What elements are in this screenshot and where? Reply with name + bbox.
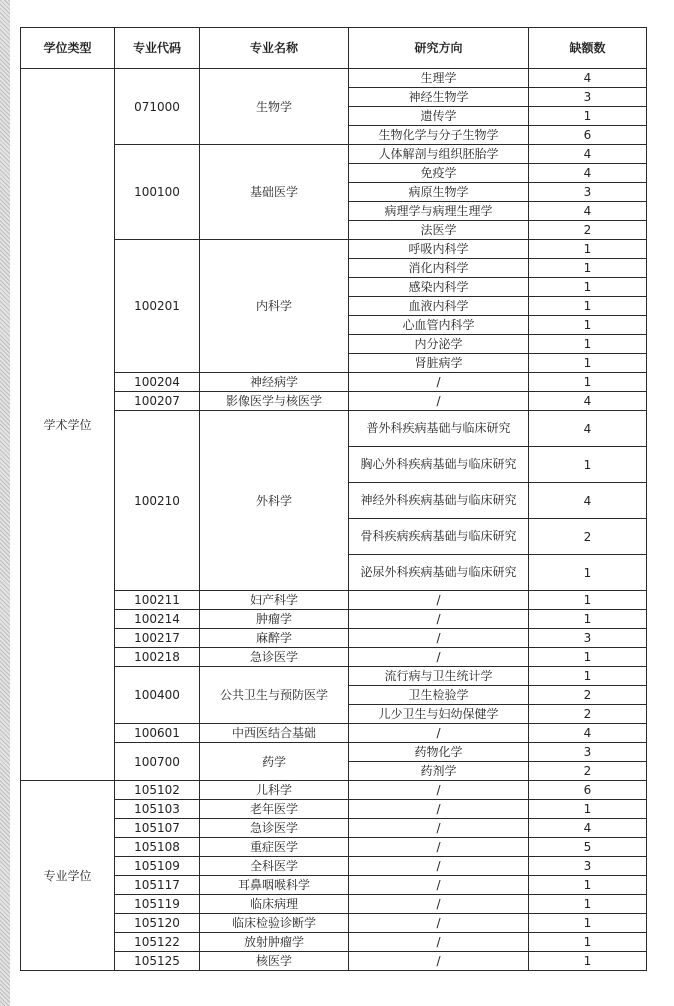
vacancy-count-cell: 3	[529, 88, 647, 107]
research-direction-cell: /	[349, 857, 529, 876]
vacancy-count-cell: 2	[529, 705, 647, 724]
vacancy-count-cell: 1	[529, 278, 647, 297]
research-direction-cell: 神经外科疾病基础与临床研究	[349, 483, 529, 519]
table-row	[21, 667, 647, 686]
research-direction-cell: /	[349, 591, 529, 610]
major-name-cell: 临床检验诊断学	[200, 914, 349, 933]
vacancy-count-cell: 4	[529, 724, 647, 743]
major-name-cell: 全科医学	[200, 857, 349, 876]
header-research-direction: 研究方向	[349, 28, 529, 69]
vacancy-count-cell: 1	[529, 667, 647, 686]
major-name-cell: 妇产科学	[200, 591, 349, 610]
research-direction-cell: 骨科疾病疾病基础与临床研究	[349, 519, 529, 555]
table-row	[21, 895, 647, 914]
table-row	[21, 591, 647, 610]
research-direction-cell: 药物化学	[349, 743, 529, 762]
vacancy-count-cell: 3	[529, 857, 647, 876]
table-row	[21, 373, 647, 392]
table-row	[21, 743, 647, 762]
research-direction-cell: 内分泌学	[349, 335, 529, 354]
major-name-cell: 生物学	[200, 69, 349, 145]
major-code-cell: 100207	[115, 392, 200, 411]
major-name-cell: 核医学	[200, 952, 349, 971]
major-name-cell: 影像医学与核医学	[200, 392, 349, 411]
table-row	[21, 876, 647, 895]
major-name-cell: 麻醉学	[200, 629, 349, 648]
vacancy-count-cell: 3	[529, 183, 647, 202]
vacancy-count-cell: 6	[529, 126, 647, 145]
research-direction-cell: /	[349, 933, 529, 952]
vacancy-count-cell: 3	[529, 743, 647, 762]
research-direction-cell: /	[349, 781, 529, 800]
research-direction-cell: /	[349, 373, 529, 392]
major-code-cell: 105122	[115, 933, 200, 952]
vacancy-count-cell: 1	[529, 107, 647, 126]
vacancy-count-cell: 1	[529, 555, 647, 591]
research-direction-cell: /	[349, 648, 529, 667]
major-code-cell: 105109	[115, 857, 200, 876]
research-direction-cell: /	[349, 876, 529, 895]
vacancy-count-cell: 1	[529, 895, 647, 914]
research-direction-cell: /	[349, 629, 529, 648]
research-direction-cell: 心血管内科学	[349, 316, 529, 335]
research-direction-cell: 病原生物学	[349, 183, 529, 202]
research-direction-cell: 呼吸内科学	[349, 240, 529, 259]
table-row	[21, 781, 647, 800]
major-name-cell: 老年医学	[200, 800, 349, 819]
table-row	[21, 411, 647, 447]
vacancy-count-cell: 1	[529, 373, 647, 392]
major-name-cell: 内科学	[200, 240, 349, 373]
research-direction-cell: 消化内科学	[349, 259, 529, 278]
vacancy-count-cell: 1	[529, 316, 647, 335]
vacancy-count-cell: 1	[529, 354, 647, 373]
major-code-cell: 100217	[115, 629, 200, 648]
major-code-cell: 100204	[115, 373, 200, 392]
table-header-row	[21, 28, 647, 69]
table-row	[21, 392, 647, 411]
research-direction-cell: 流行病与卫生统计学	[349, 667, 529, 686]
major-code-cell: 071000	[115, 69, 200, 145]
research-direction-cell: /	[349, 724, 529, 743]
research-direction-cell: 遗传学	[349, 107, 529, 126]
major-code-cell: 105108	[115, 838, 200, 857]
table-row	[21, 610, 647, 629]
table-body	[21, 69, 647, 971]
vacancy-count-cell: 1	[529, 447, 647, 483]
research-direction-cell: 血液内科学	[349, 297, 529, 316]
major-name-cell: 放射肿瘤学	[200, 933, 349, 952]
research-direction-cell: 人体解剖与组织胚胎学	[349, 145, 529, 164]
header-major-name: 专业名称	[200, 28, 349, 69]
vacancy-count-cell: 2	[529, 686, 647, 705]
vacancy-count-cell: 1	[529, 259, 647, 278]
vacancy-count-cell: 1	[529, 591, 647, 610]
research-direction-cell: 卫生检验学	[349, 686, 529, 705]
vacancy-count-cell: 4	[529, 819, 647, 838]
research-direction-cell: 免疫学	[349, 164, 529, 183]
table-row	[21, 69, 647, 88]
vacancy-count-cell: 4	[529, 483, 647, 519]
major-code-cell: 100218	[115, 648, 200, 667]
vacancy-count-cell: 5	[529, 838, 647, 857]
vacancy-count-cell: 1	[529, 297, 647, 316]
major-code-cell: 105117	[115, 876, 200, 895]
vacancy-count-cell: 1	[529, 952, 647, 971]
research-direction-cell: 生理学	[349, 69, 529, 88]
vacancy-count-cell: 4	[529, 202, 647, 221]
major-code-cell: 105107	[115, 819, 200, 838]
degree-type-cell: 学术学位	[21, 69, 115, 781]
vacancy-table	[20, 27, 647, 971]
major-code-cell: 105125	[115, 952, 200, 971]
major-code-cell: 105119	[115, 895, 200, 914]
vacancy-count-cell: 1	[529, 648, 647, 667]
major-code-cell: 100210	[115, 411, 200, 591]
major-name-cell: 基础医学	[200, 145, 349, 240]
vacancy-count-cell: 1	[529, 240, 647, 259]
research-direction-cell: /	[349, 895, 529, 914]
vacancy-count-cell: 1	[529, 610, 647, 629]
vacancy-count-cell: 6	[529, 781, 647, 800]
vacancy-count-cell: 2	[529, 762, 647, 781]
table-row	[21, 240, 647, 259]
research-direction-cell: 泌尿外科疾病基础与临床研究	[349, 555, 529, 591]
research-direction-cell: /	[349, 914, 529, 933]
research-direction-cell: 生物化学与分子生物学	[349, 126, 529, 145]
research-direction-cell: 神经生物学	[349, 88, 529, 107]
research-direction-cell: 感染内科学	[349, 278, 529, 297]
table-row	[21, 838, 647, 857]
research-direction-cell: /	[349, 610, 529, 629]
research-direction-cell: /	[349, 392, 529, 411]
vacancy-count-cell: 1	[529, 914, 647, 933]
research-direction-cell: /	[349, 838, 529, 857]
major-code-cell: 105120	[115, 914, 200, 933]
vacancy-count-cell: 4	[529, 411, 647, 447]
table-row	[21, 724, 647, 743]
major-name-cell: 公共卫生与预防医学	[200, 667, 349, 724]
research-direction-cell: /	[349, 800, 529, 819]
major-code-cell: 105103	[115, 800, 200, 819]
major-name-cell: 肿瘤学	[200, 610, 349, 629]
vacancy-count-cell: 2	[529, 519, 647, 555]
header-degree-type: 学位类型	[21, 28, 115, 69]
research-direction-cell: /	[349, 819, 529, 838]
vacancy-count-cell: 4	[529, 69, 647, 88]
table-row	[21, 648, 647, 667]
table-row	[21, 800, 647, 819]
vacancy-count-cell: 1	[529, 800, 647, 819]
major-name-cell: 急诊医学	[200, 648, 349, 667]
vacancy-count-cell: 3	[529, 629, 647, 648]
research-direction-cell: 法医学	[349, 221, 529, 240]
research-direction-cell: 肾脏病学	[349, 354, 529, 373]
major-name-cell: 外科学	[200, 411, 349, 591]
major-name-cell: 药学	[200, 743, 349, 781]
major-code-cell: 105102	[115, 781, 200, 800]
major-code-cell: 100201	[115, 240, 200, 373]
research-direction-cell: 药剂学	[349, 762, 529, 781]
major-name-cell: 临床病理	[200, 895, 349, 914]
vacancy-count-cell: 4	[529, 392, 647, 411]
research-direction-cell: 胸心外科疾病基础与临床研究	[349, 447, 529, 483]
major-name-cell: 重症医学	[200, 838, 349, 857]
major-code-cell: 100214	[115, 610, 200, 629]
major-code-cell: 100100	[115, 145, 200, 240]
table-row	[21, 933, 647, 952]
header-vacancy-count: 缺额数	[529, 28, 647, 69]
major-code-cell: 100400	[115, 667, 200, 724]
table-row	[21, 819, 647, 838]
major-name-cell: 儿科学	[200, 781, 349, 800]
major-code-cell: 100601	[115, 724, 200, 743]
research-direction-cell: /	[349, 952, 529, 971]
vacancy-count-cell: 4	[529, 164, 647, 183]
major-name-cell: 急诊医学	[200, 819, 349, 838]
vacancy-count-cell: 4	[529, 145, 647, 164]
major-code-cell: 100700	[115, 743, 200, 781]
vacancy-count-cell: 1	[529, 876, 647, 895]
major-name-cell: 中西医结合基础	[200, 724, 349, 743]
vacancy-count-cell: 1	[529, 933, 647, 952]
table-row	[21, 914, 647, 933]
major-code-cell: 100211	[115, 591, 200, 610]
vacancy-count-cell: 2	[529, 221, 647, 240]
degree-type-cell: 专业学位	[21, 781, 115, 971]
header-major-code: 专业代码	[115, 28, 200, 69]
vacancy-count-cell: 1	[529, 335, 647, 354]
major-name-cell: 神经病学	[200, 373, 349, 392]
table-row	[21, 952, 647, 971]
research-direction-cell: 儿少卫生与妇幼保健学	[349, 705, 529, 724]
major-name-cell: 耳鼻咽喉科学	[200, 876, 349, 895]
research-direction-cell: 病理学与病理生理学	[349, 202, 529, 221]
page-side-strip	[0, 0, 10, 1006]
table-row	[21, 145, 647, 164]
research-direction-cell: 普外科疾病基础与临床研究	[349, 411, 529, 447]
table-row	[21, 629, 647, 648]
table-row	[21, 857, 647, 876]
